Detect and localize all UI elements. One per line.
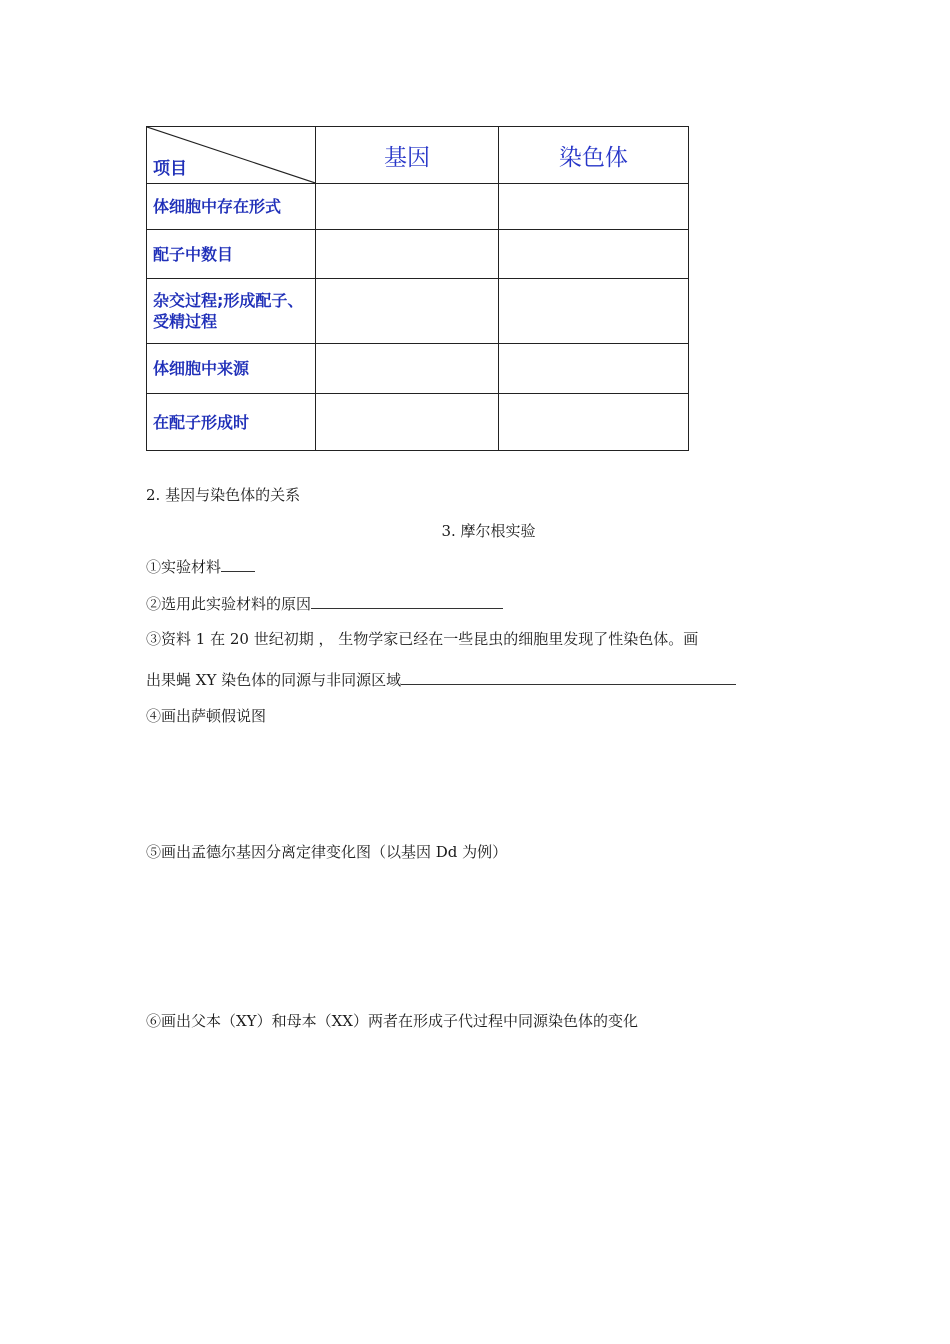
- answer-cell[interactable]: [316, 394, 498, 451]
- table-header-row: [147, 127, 689, 184]
- answer-cell[interactable]: [316, 279, 498, 344]
- answer-cell[interactable]: [498, 184, 688, 230]
- row-label: 体细胞中存在形式: [147, 184, 316, 230]
- question-1: [146, 556, 255, 577]
- answer-cell[interactable]: [316, 184, 498, 230]
- row-label: 杂交过程;形成配子、受精过程: [147, 279, 316, 344]
- answer-cell[interactable]: [498, 230, 688, 279]
- row-label: 体细胞中来源: [147, 344, 316, 394]
- question-3-text: 出果蝇 XY 染色体的同源与非同源区域: [146, 671, 402, 689]
- row-label: 配子中数目: [147, 230, 316, 279]
- row-label: 在配子形成时: [147, 394, 316, 451]
- table-row: [147, 344, 689, 394]
- question-4: ④画出萨顿假说图: [146, 707, 267, 725]
- answer-cell[interactable]: [498, 279, 688, 344]
- answer-blank[interactable]: [311, 594, 503, 609]
- table-corner-cell: [147, 127, 316, 184]
- question-6: ⑥画出父本（XY）和母本（XX）两者在形成子代过程中同源染色体的变化: [146, 1012, 638, 1030]
- answer-cell[interactable]: [316, 230, 498, 279]
- table-row: [147, 279, 689, 344]
- question-3-line-1: ③资料 1 在 20 世纪初期 ， 生物学家已经在一些昆虫的细胞里发现了性染色体。画: [146, 630, 699, 648]
- answer-blank[interactable]: [221, 557, 255, 572]
- question-2: [146, 593, 503, 614]
- answer-cell[interactable]: [316, 344, 498, 394]
- table-row: [147, 230, 689, 279]
- corner-label: 项目: [153, 159, 187, 179]
- section-2-heading: 2. 基因与染色体的关系: [146, 486, 301, 504]
- answer-cell[interactable]: [498, 394, 688, 451]
- question-5: ⑤画出孟德尔基因分离定律变化图（以基因 Dd 为例）: [146, 843, 508, 861]
- table-row: [147, 394, 689, 451]
- column-header-gene: 基因: [316, 127, 498, 184]
- answer-blank[interactable]: [401, 670, 736, 685]
- question-2-text: ②选用此实验材料的原因: [146, 595, 312, 613]
- section-3-title: 3. 摩尔根实验: [441, 522, 536, 540]
- question-1-text: ①实验材料: [146, 558, 222, 576]
- question-3-line-2: [146, 669, 736, 690]
- answer-cell[interactable]: [498, 344, 688, 394]
- section-3-heading: [0, 520, 950, 541]
- column-header-chromosome: 染色体: [498, 127, 688, 184]
- table-row: [147, 184, 689, 230]
- comparison-table: [146, 126, 689, 451]
